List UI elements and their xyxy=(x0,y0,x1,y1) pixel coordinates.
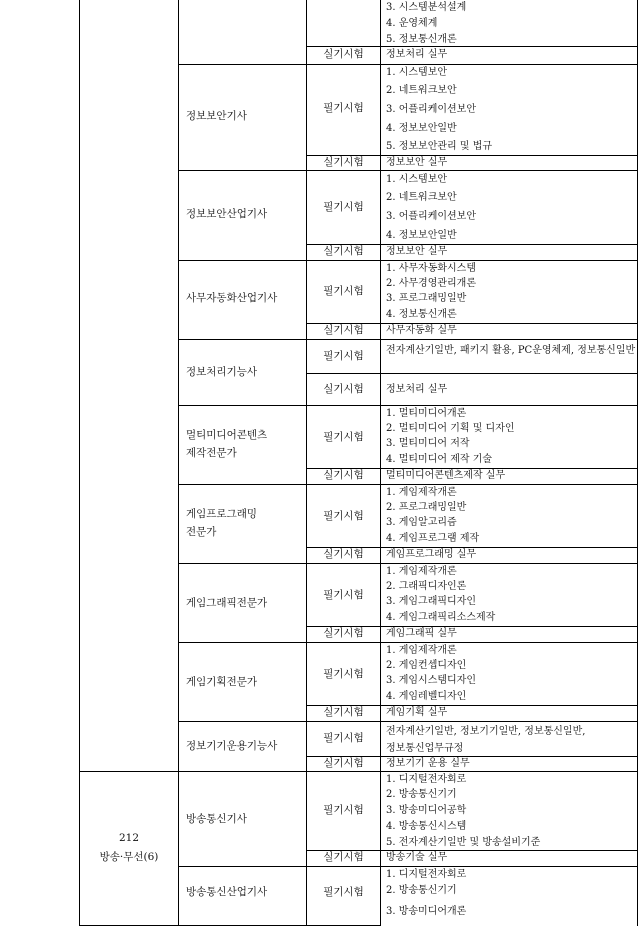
practical-exam-label: 실기시험 xyxy=(323,156,364,168)
subject-item: 3. 게임시스템디자인 xyxy=(386,675,476,686)
row-divider xyxy=(178,64,638,65)
practical-subject: 방송기술 실무 xyxy=(386,852,448,863)
subject-item: 1. 게임제작개론 xyxy=(386,645,457,656)
subject-item: 4. 게임그래픽리소스제작 xyxy=(386,612,496,623)
subject-item: 3. 어플리케이션보안 xyxy=(386,211,476,222)
subject-item: 4. 운영체계 xyxy=(386,18,438,29)
table-border-left xyxy=(79,0,80,926)
practical-subject: 멀티미디어콘텐츠제작 실무 xyxy=(386,470,506,481)
practical-exam-label: 실기시험 xyxy=(323,851,364,863)
subject-item: 5. 정보통신개론 xyxy=(386,34,457,45)
exam-type-divider xyxy=(306,373,638,374)
practical-exam-label: 실기시험 xyxy=(323,469,364,481)
practical-subject: 정보기기 운용 실무 xyxy=(386,758,470,769)
row-divider xyxy=(178,866,638,867)
group-divider xyxy=(79,771,638,772)
practical-exam-label: 실기시험 xyxy=(323,706,364,718)
certificate-name: 방송통신기사 xyxy=(186,813,247,825)
row-divider xyxy=(178,484,638,485)
written-exam-label: 필기시험 xyxy=(323,510,364,522)
certificate-name: 정보기기운용기능사 xyxy=(186,740,278,752)
row-divider xyxy=(178,642,638,643)
practical-subject: 정보보안 실무 xyxy=(386,246,448,257)
subject-item: 1. 시스템보안 xyxy=(386,174,448,185)
practical-subject: 게임기획 실무 xyxy=(386,707,448,718)
written-exam-label: 필기시험 xyxy=(323,201,364,213)
subject-item: 4. 게임레벨디자인 xyxy=(386,691,467,702)
certificate-name: 정보보안기사 xyxy=(186,110,247,122)
practical-exam-label: 실기시험 xyxy=(323,245,364,257)
subject-item: 1. 게임제작개론 xyxy=(386,566,457,577)
column-divider-subject xyxy=(380,0,381,926)
exam-type-divider xyxy=(306,46,638,47)
column-divider-name xyxy=(178,0,179,926)
table-border-right xyxy=(637,0,638,926)
subject-item: 4. 방송통신시스템 xyxy=(386,821,467,832)
practical-subject: 게임프로그래밍 실무 xyxy=(386,549,477,560)
row-divider xyxy=(178,339,638,340)
certificate-name: 멀티미디어콘텐츠 xyxy=(186,429,268,441)
certificate-name: 정보보안산업기사 xyxy=(186,208,268,220)
written-exam-label: 필기시험 xyxy=(323,668,364,680)
subject-item: 2. 방송통신기기 xyxy=(386,789,457,800)
certificate-name: 사무자동화산업기사 xyxy=(186,292,278,304)
subject-item: 2. 네트워크보안 xyxy=(386,192,457,203)
certificate-name: 게임기획전문가 xyxy=(186,676,258,688)
subject-item: 2. 방송통신기기 xyxy=(386,885,457,896)
practical-exam-label: 실기시험 xyxy=(323,324,364,336)
subject-item: 3. 방송미디어공학 xyxy=(386,805,467,816)
subject-item: 4. 게임프로그램 제작 xyxy=(386,533,480,544)
subject-item: 5. 전자계산기일반 및 방송설비기준 xyxy=(386,837,541,848)
practical-subject: 게임그래픽 실무 xyxy=(386,628,457,639)
subject-item: 4. 정보보안일반 xyxy=(386,123,457,134)
row-divider xyxy=(178,170,638,171)
written-exam-label: 필기시험 xyxy=(323,285,364,297)
written-exam-label: 필기시험 xyxy=(323,732,364,744)
practical-exam-label: 실기시험 xyxy=(323,548,364,560)
subject-item: 2. 사무경영관리개론 xyxy=(386,278,476,289)
practical-exam-label: 실기시험 xyxy=(323,757,364,769)
practical-subject: 정보처리 실무 xyxy=(386,384,448,395)
written-exam-label: 필기시험 xyxy=(323,886,364,898)
subject-item: 3. 시스템분석설계 xyxy=(386,2,467,13)
subject-item: 3. 방송미디어개론 xyxy=(386,906,467,917)
subject-item: 1. 디지털전자회로 xyxy=(386,869,467,880)
certificate-name: 제작전문가 xyxy=(186,447,237,459)
written-exam-label: 필기시험 xyxy=(323,102,364,114)
row-divider xyxy=(178,405,638,406)
practical-subject: 사무자동화 실무 xyxy=(386,325,457,336)
written-exam-label: 필기시험 xyxy=(323,431,364,443)
subject-item: 2. 그래픽디자인론 xyxy=(386,581,467,592)
written-exam-label: 필기시험 xyxy=(323,804,364,816)
column-divider-type xyxy=(306,0,307,926)
subject-item: 1. 시스템보안 xyxy=(386,67,448,78)
subject-item: 4. 정보보안일반 xyxy=(386,230,457,241)
practical-subject: 정보처리 실무 xyxy=(386,49,448,60)
subject-item: 전자계산기일반, 패키지 활용, PC운영체제, 정보통신일반 xyxy=(386,345,636,356)
subject-item: 1. 디지털전자회로 xyxy=(386,774,467,785)
subject-item: 1. 사무자동화시스템 xyxy=(386,263,476,274)
subject-item: 전자계산기일반, 정보기기일반, 정보통신일반, 정보통신업무규정 xyxy=(386,726,586,754)
subject-item: 4. 멀티미디어 제작 기술 xyxy=(386,454,493,465)
row-divider xyxy=(178,721,638,722)
subject-item: 1. 멀티미디어개론 xyxy=(386,408,467,419)
subject-item: 2. 네트워크보안 xyxy=(386,85,457,96)
row-divider xyxy=(178,563,638,564)
subject-item: 2. 프로그래밍일반 xyxy=(386,502,467,513)
category-code: 212 xyxy=(118,832,140,844)
subject-item: 2. 게임컨셉디자인 xyxy=(386,660,467,671)
practical-exam-label: 실기시험 xyxy=(323,627,364,639)
certificate-name: 게임프로그래밍 xyxy=(186,508,258,520)
subject-item: 3. 게임그래픽디자인 xyxy=(386,596,476,607)
subject-item: 3. 어플리케이션보안 xyxy=(386,104,476,115)
category-name: 방송·무선(6) xyxy=(99,851,159,863)
certificate-name: 방송통신산업기사 xyxy=(186,886,268,898)
written-exam-label: 필기시험 xyxy=(323,589,364,601)
subject-item: 1. 게임제작개론 xyxy=(386,487,457,498)
row-divider xyxy=(178,260,638,261)
practical-exam-label: 실기시험 xyxy=(323,383,364,395)
written-exam-label: 필기시험 xyxy=(323,350,364,362)
practical-subject: 정보보안 실무 xyxy=(386,157,448,168)
subject-item: 5. 정보보안관리 및 법규 xyxy=(386,141,493,152)
practical-exam-label: 실기시험 xyxy=(323,48,364,60)
certificate-name: 정보처리기능사 xyxy=(186,366,258,378)
certificate-name: 전문가 xyxy=(186,526,217,538)
subject-item: 3. 멀티미디어 저작 xyxy=(386,438,470,449)
subject-item: 2. 멀티미디어 기획 및 디자인 xyxy=(386,423,515,434)
subject-item: 3. 프로그래밍일반 xyxy=(386,293,467,304)
subject-item: 3. 게임알고리즘 xyxy=(386,517,457,528)
subject-item: 4. 정보통신개론 xyxy=(386,309,457,320)
certificate-name: 게임그래픽전문가 xyxy=(186,597,268,609)
